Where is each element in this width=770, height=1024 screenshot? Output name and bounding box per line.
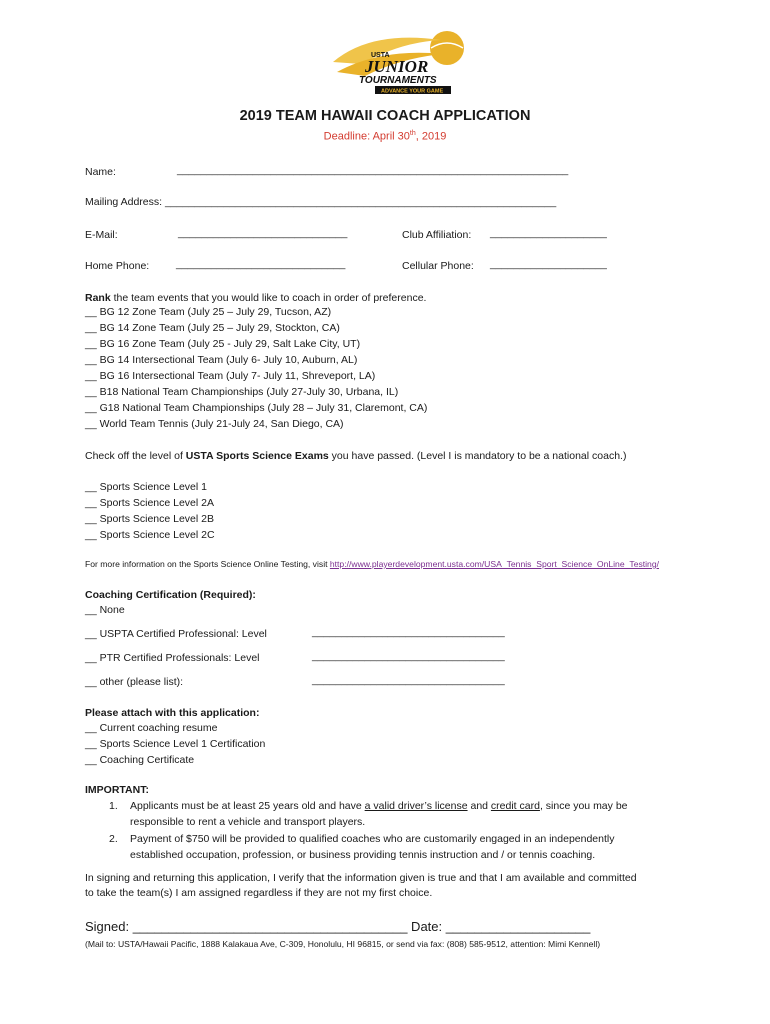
other-cert-field[interactable]: _________________________________ [312, 674, 505, 686]
deadline: Deadline: April 30th, 2019 [323, 130, 447, 143]
sports-science-item[interactable]: __ Sports Science Level 2C [85, 529, 215, 541]
name-label: Name: [85, 166, 116, 178]
team-event-item[interactable]: __ BG 16 Zone Team (July 25 - July 29, Salt Lake City, UT) [85, 338, 361, 350]
cert-other-option[interactable]: __ other (please list): [85, 676, 184, 688]
club-affiliation-label: Club Affiliation: [402, 229, 472, 241]
tournaments-wordmark: TOURNAMENTS [359, 75, 437, 86]
signature-date-field[interactable]: Signed: ______________________________________ Date: ____________________ [85, 919, 591, 934]
verification-statement: In signing and returning this application, I verify that the information given is true and that I am available and committed [85, 872, 637, 884]
team-event-item[interactable]: __ BG 16 Intersectional Team (July 7- July 11, Shreveport, LA) [85, 370, 376, 382]
tennis-ball-icon [430, 31, 464, 65]
usta-wordmark: USTA [371, 52, 390, 59]
sports-science-link[interactable]: http://www.playerdevelopment.usta.com/USA_Tennis_Sport_Science_OnLine_Testing/ [329, 559, 660, 569]
important-item-2-cont: established occupation, profession, or business providing tennis instruction and / or tennis coaching. [130, 849, 596, 861]
club-affiliation-field[interactable]: ____________________ [490, 227, 607, 239]
usta-junior-tournaments-logo [331, 26, 471, 96]
team-event-item[interactable]: __ G18 National Team Championships (July 28 – July 31, Claremont, CA) [85, 402, 428, 414]
sports-science-item[interactable]: __ Sports Science Level 2A [85, 497, 214, 509]
attach-heading: Please attach with this application: [85, 707, 260, 719]
sports-science-instructions: Check off the level of USTA Sports Science Exams you have passed. (Level I is mandatory to be a national coach.) [85, 450, 627, 462]
important-heading: IMPORTANT: [85, 784, 149, 796]
attach-item[interactable]: __ Current coaching resume [85, 722, 218, 734]
uspta-level-field[interactable]: _________________________________ [312, 626, 505, 638]
ptr-level-field[interactable]: _________________________________ [312, 650, 505, 662]
sports-science-list [85, 479, 215, 543]
verification-statement-cont: to take the team(s) I am assigned regardless if they are not my first choice. [85, 887, 433, 899]
home-phone-label: Home Phone: [85, 260, 150, 272]
sports-science-item[interactable]: __ Sports Science Level 2B [85, 513, 214, 525]
cert-uspta-option[interactable]: __ USPTA Certified Professional: Level [85, 628, 267, 640]
attach-item[interactable]: __ Sports Science Level 1 Certification [85, 738, 266, 750]
home-phone-field[interactable]: _____________________________ [176, 258, 346, 270]
mailing-instructions: (Mail to: USTA/Hawaii Pacific, 1888 Kalakaua Ave, C-309, Honolulu, HI 96815, or send via fax: (808) 585-9512, attention: Mimi Kennell) [85, 939, 601, 949]
team-event-item[interactable]: __ B18 National Team Championships (July 27-July 30, Urbana, IL) [85, 386, 399, 398]
cert-none-option[interactable]: __ None [85, 604, 125, 616]
tagline: ADVANCE YOUR GAME [381, 88, 444, 95]
team-events-list [85, 304, 427, 432]
mailing-address-field[interactable]: Mailing Address: ___________________________________________________________________ [85, 196, 557, 208]
coaching-certification-heading: Coaching Certification (Required): [85, 589, 256, 601]
sports-science-item[interactable]: __ Sports Science Level 1 [85, 481, 207, 493]
cellular-phone-field[interactable]: ____________________ [490, 258, 607, 270]
cert-ptr-option[interactable]: __ PTR Certified Professionals: Level [85, 652, 260, 664]
name-field[interactable]: ___________________________________________________________________ [177, 164, 569, 176]
cellular-phone-label: Cellular Phone: [402, 260, 474, 272]
email-field[interactable]: _____________________________ [178, 227, 348, 239]
item-number: 2. [109, 833, 118, 845]
team-event-item[interactable]: __ BG 12 Zone Team (July 25 – July 29, Tucson, AZ) [85, 306, 332, 318]
junior-wordmark: JUNIOR [365, 57, 429, 76]
team-event-item[interactable]: __ BG 14 Zone Team (July 25 – July 29, Stockton, CA) [85, 322, 340, 334]
team-event-item[interactable]: __ World Team Tennis (July 21-July 24, San Diego, CA) [85, 418, 344, 430]
attach-list [85, 720, 265, 768]
team-event-item[interactable]: __ BG 14 Intersectional Team (July 6- July 10, Auburn, AL) [85, 354, 358, 366]
rank-instructions: Rank the team events that you would like to coach in order of preference. [85, 292, 427, 304]
important-item-2: Payment of $750 will be provided to qualified coaches who are customarily engaged in an independently [130, 833, 615, 845]
sports-science-info: For more information on the Sports Science Online Testing, visit http://www.playerdevelopment.usta.com/USA_Tennis_Sport_Science_OnLine_Testing/ [85, 559, 660, 569]
important-item-1-cont: responsible to rent a vehicle and transport players. [130, 816, 366, 828]
email-label: E-Mail: [85, 229, 118, 241]
page-title: 2019 TEAM HAWAII COACH APPLICATION [239, 108, 531, 124]
item-number: 1. [109, 800, 118, 812]
attach-item[interactable]: __ Coaching Certificate [85, 754, 195, 766]
important-item-1: Applicants must be at least 25 years old and have a valid driver’s license and credit card, since you may be [130, 800, 628, 812]
